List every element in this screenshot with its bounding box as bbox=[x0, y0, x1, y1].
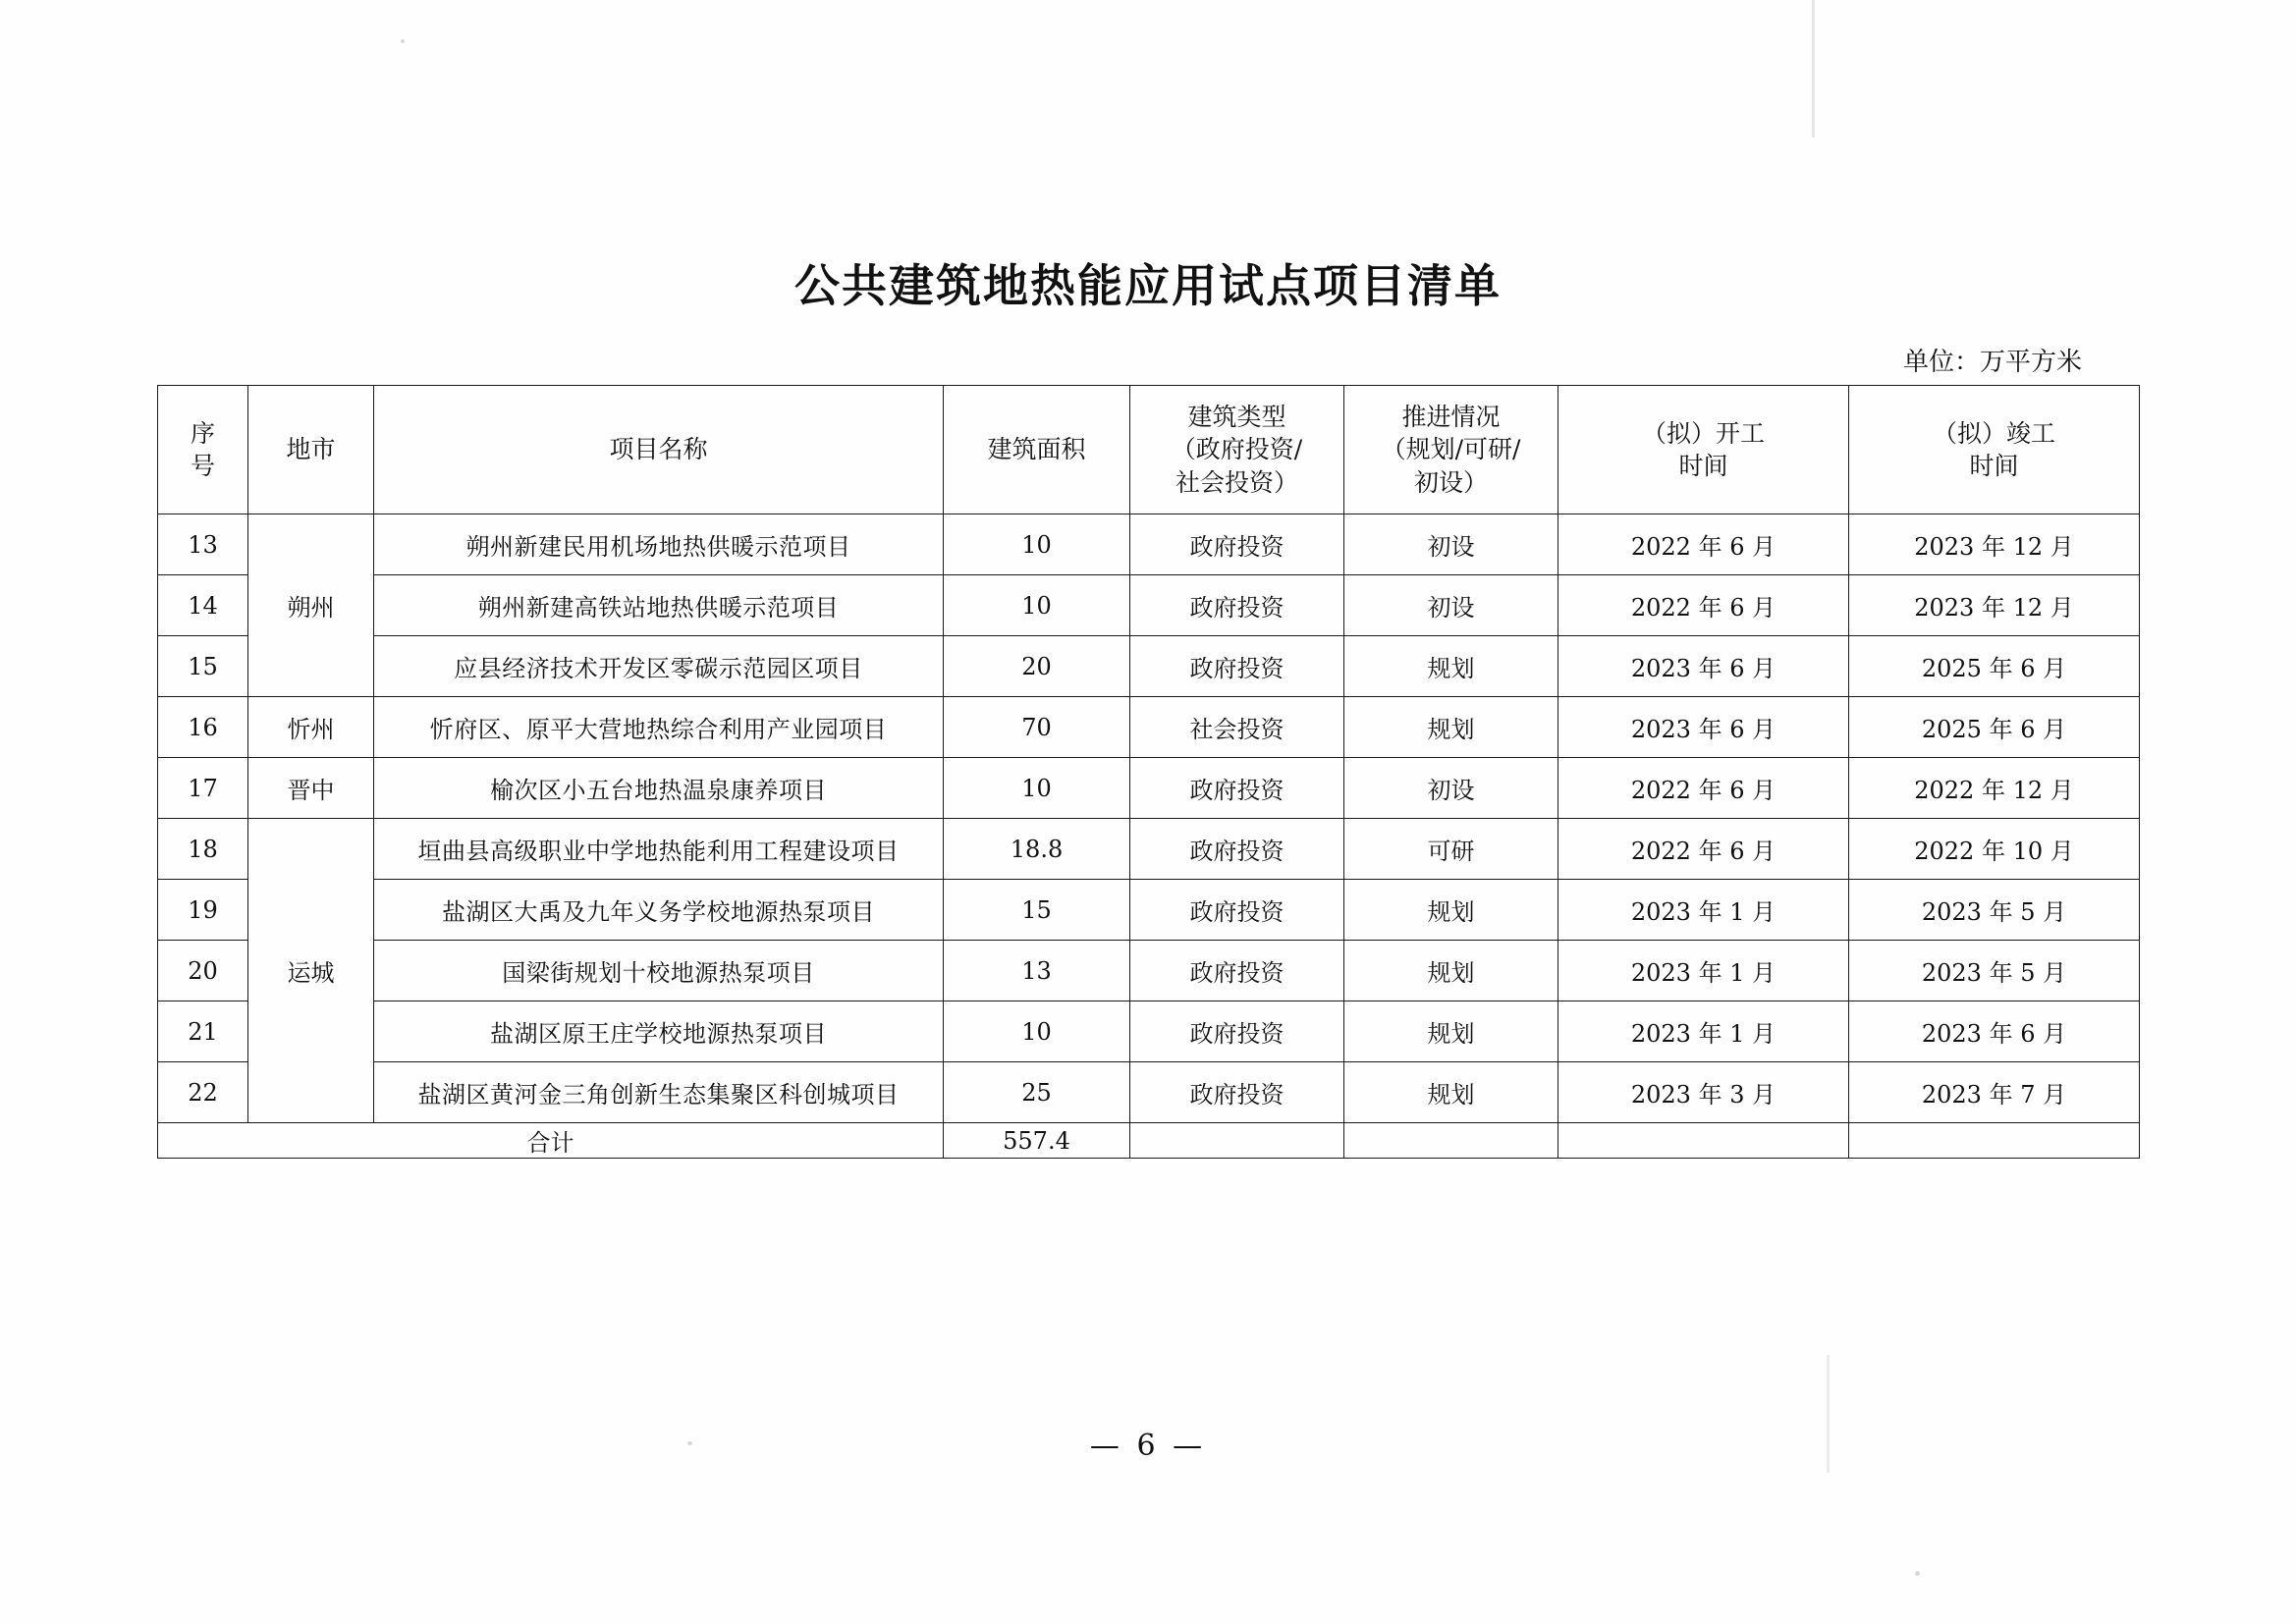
cell-city: 朔州 bbox=[248, 514, 374, 697]
table-footer bbox=[158, 1123, 2140, 1159]
cell-progress: 初设 bbox=[1344, 575, 1558, 636]
project-list-table bbox=[157, 385, 2140, 1159]
column-header-start-time bbox=[1558, 386, 1849, 514]
cell-end: 2023 年 5 月 bbox=[1849, 880, 2140, 941]
total-start bbox=[1558, 1123, 1849, 1159]
cell-area: 10 bbox=[944, 758, 1130, 819]
table-body bbox=[158, 514, 2140, 1123]
cell-city: 晋中 bbox=[248, 758, 374, 819]
cell-start: 2022 年 6 月 bbox=[1558, 758, 1849, 819]
column-header-seq-line1: 序 bbox=[190, 418, 215, 448]
cell-progress: 初设 bbox=[1344, 758, 1558, 819]
cell-project-name: 盐湖区黄河金三角创新生态集聚区科创城项目 bbox=[374, 1062, 944, 1123]
cell-end: 2023 年 6 月 bbox=[1849, 1001, 2140, 1062]
cell-area: 15 bbox=[944, 880, 1130, 941]
cell-progress: 可研 bbox=[1344, 819, 1558, 880]
cell-area: 20 bbox=[944, 636, 1130, 697]
scan-artifact bbox=[1915, 1571, 1920, 1576]
scan-artifact bbox=[401, 39, 405, 43]
column-header-seq bbox=[158, 386, 248, 514]
table-row bbox=[158, 819, 2140, 880]
cell-type: 政府投资 bbox=[1130, 514, 1344, 575]
cell-type: 政府投资 bbox=[1130, 636, 1344, 697]
column-header-type bbox=[1130, 386, 1344, 514]
cell-project-name: 垣曲县高级职业中学地热能利用工程建设项目 bbox=[374, 819, 944, 880]
cell-seq: 16 bbox=[158, 697, 248, 758]
cell-area: 10 bbox=[944, 1001, 1130, 1062]
page-number: — 6 — bbox=[1089, 1429, 1207, 1463]
cell-seq: 19 bbox=[158, 880, 248, 941]
column-header-progress-line3: 初设） bbox=[1413, 467, 1488, 497]
cell-area: 18.8 bbox=[944, 819, 1130, 880]
cell-start: 2022 年 6 月 bbox=[1558, 575, 1849, 636]
column-header-progress bbox=[1344, 386, 1558, 514]
cell-progress: 规划 bbox=[1344, 636, 1558, 697]
cell-seq: 14 bbox=[158, 575, 248, 636]
cell-progress: 规划 bbox=[1344, 1062, 1558, 1123]
cell-project-name: 榆次区小五台地热温泉康养项目 bbox=[374, 758, 944, 819]
column-header-end-line1: （拟）竣工 bbox=[1932, 418, 2055, 448]
cell-type: 政府投资 bbox=[1130, 575, 1344, 636]
total-end bbox=[1849, 1123, 2140, 1159]
table-row bbox=[158, 636, 2140, 697]
cell-progress: 规划 bbox=[1344, 941, 1558, 1001]
cell-area: 13 bbox=[944, 941, 1130, 1001]
cell-project-name: 应县经济技术开发区零碳示范园区项目 bbox=[374, 636, 944, 697]
cell-end: 2022 年 12 月 bbox=[1849, 758, 2140, 819]
cell-seq: 13 bbox=[158, 514, 248, 575]
cell-progress: 规划 bbox=[1344, 1001, 1558, 1062]
cell-start: 2023 年 6 月 bbox=[1558, 636, 1849, 697]
project-list-table-wrapper bbox=[157, 385, 2139, 1159]
cell-area: 10 bbox=[944, 575, 1130, 636]
cell-start: 2023 年 1 月 bbox=[1558, 880, 1849, 941]
cell-end: 2023 年 12 月 bbox=[1849, 514, 2140, 575]
cell-seq: 21 bbox=[158, 1001, 248, 1062]
cell-start: 2022 年 6 月 bbox=[1558, 514, 1849, 575]
cell-project-name: 朔州新建高铁站地热供暖示范项目 bbox=[374, 575, 944, 636]
total-progress bbox=[1344, 1123, 1558, 1159]
table-row bbox=[158, 758, 2140, 819]
cell-progress: 初设 bbox=[1344, 514, 1558, 575]
column-header-area: 建筑面积 bbox=[944, 386, 1130, 514]
column-header-start-line2: 时间 bbox=[1678, 452, 1728, 480]
column-header-seq-line2: 号 bbox=[190, 452, 215, 480]
cell-type: 政府投资 bbox=[1130, 941, 1344, 1001]
cell-project-name: 国梁街规划十校地源热泵项目 bbox=[374, 941, 944, 1001]
cell-type: 社会投资 bbox=[1130, 697, 1344, 758]
column-header-city: 地市 bbox=[248, 386, 374, 514]
cell-type: 政府投资 bbox=[1130, 880, 1344, 941]
table-row bbox=[158, 941, 2140, 1001]
cell-seq: 17 bbox=[158, 758, 248, 819]
column-header-type-line1: 建筑类型 bbox=[1187, 402, 1286, 431]
cell-seq: 20 bbox=[158, 941, 248, 1001]
cell-city: 运城 bbox=[248, 819, 374, 1123]
total-row bbox=[158, 1123, 2140, 1159]
cell-progress: 规划 bbox=[1344, 880, 1558, 941]
cell-end: 2025 年 6 月 bbox=[1849, 636, 2140, 697]
cell-start: 2023 年 1 月 bbox=[1558, 941, 1849, 1001]
column-header-end-time bbox=[1849, 386, 2140, 514]
table-row bbox=[158, 880, 2140, 941]
column-header-end-line2: 时间 bbox=[1969, 452, 2019, 480]
column-header-progress-line1: 推进情况 bbox=[1401, 402, 1501, 431]
total-type bbox=[1130, 1123, 1344, 1159]
total-label: 合计 bbox=[158, 1123, 944, 1159]
column-header-progress-line2: （规划/可研/ bbox=[1381, 435, 1521, 464]
cell-end: 2023 年 7 月 bbox=[1849, 1062, 2140, 1123]
cell-city: 忻州 bbox=[248, 697, 374, 758]
cell-area: 70 bbox=[944, 697, 1130, 758]
cell-project-name: 盐湖区原王庄学校地源热泵项目 bbox=[374, 1001, 944, 1062]
cell-end: 2025 年 6 月 bbox=[1849, 697, 2140, 758]
cell-end: 2022 年 10 月 bbox=[1849, 819, 2140, 880]
cell-type: 政府投资 bbox=[1130, 1001, 1344, 1062]
unit-note: 单位：万平方米 bbox=[1902, 348, 2082, 377]
total-area: 557.4 bbox=[944, 1123, 1130, 1159]
cell-progress: 规划 bbox=[1344, 697, 1558, 758]
cell-seq: 22 bbox=[158, 1062, 248, 1123]
cell-end: 2023 年 12 月 bbox=[1849, 575, 2140, 636]
cell-type: 政府投资 bbox=[1130, 1062, 1344, 1123]
table-header-row bbox=[158, 386, 2140, 514]
column-header-type-line2: （政府投资/ bbox=[1171, 435, 1303, 464]
cell-start: 2023 年 3 月 bbox=[1558, 1062, 1849, 1123]
page-title: 公共建筑地热能应用试点项目清单 bbox=[794, 259, 1502, 312]
cell-end: 2023 年 5 月 bbox=[1849, 941, 2140, 1001]
cell-area: 25 bbox=[944, 1062, 1130, 1123]
cell-seq: 18 bbox=[158, 819, 248, 880]
cell-start: 2023 年 6 月 bbox=[1558, 697, 1849, 758]
cell-project-name: 朔州新建民用机场地热供暖示范项目 bbox=[374, 514, 944, 575]
column-header-start-line1: （拟）开工 bbox=[1641, 418, 1765, 448]
scan-artifact bbox=[1812, 0, 1815, 137]
column-header-type-line3: 社会投资） bbox=[1175, 467, 1298, 497]
cell-seq: 15 bbox=[158, 636, 248, 697]
table-header bbox=[158, 386, 2140, 514]
cell-area: 10 bbox=[944, 514, 1130, 575]
cell-start: 2023 年 1 月 bbox=[1558, 1001, 1849, 1062]
column-header-name: 项目名称 bbox=[374, 386, 944, 514]
cell-start: 2022 年 6 月 bbox=[1558, 819, 1849, 880]
table-row bbox=[158, 697, 2140, 758]
table-row bbox=[158, 1062, 2140, 1123]
cell-type: 政府投资 bbox=[1130, 819, 1344, 880]
cell-type: 政府投资 bbox=[1130, 758, 1344, 819]
table-row bbox=[158, 575, 2140, 636]
cell-project-name: 盐湖区大禹及九年义务学校地源热泵项目 bbox=[374, 880, 944, 941]
table-row bbox=[158, 514, 2140, 575]
table-row bbox=[158, 1001, 2140, 1062]
cell-project-name: 忻府区、原平大营地热综合利用产业园项目 bbox=[374, 697, 944, 758]
